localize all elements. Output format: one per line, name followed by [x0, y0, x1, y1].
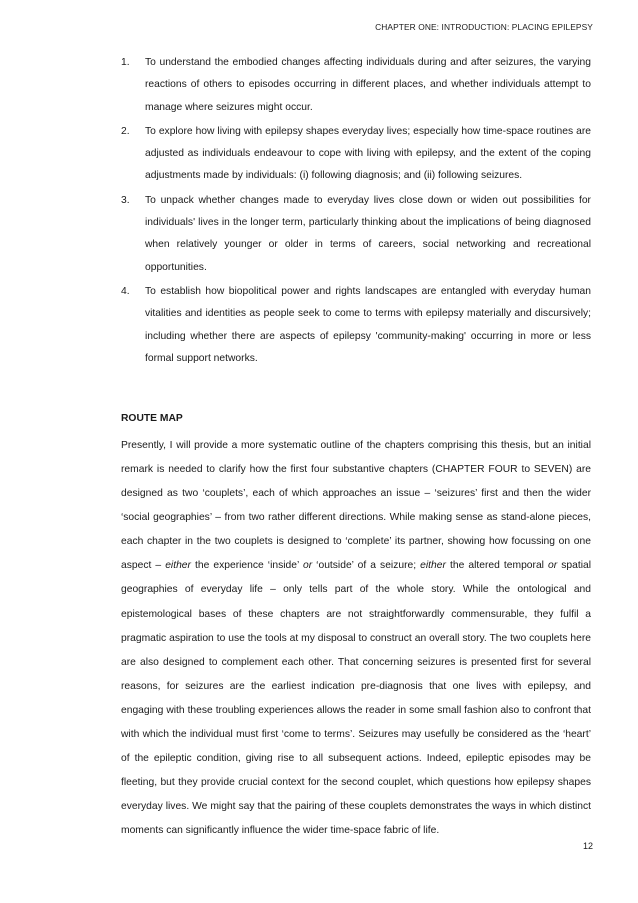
paragraph-text: the experience ‘inside’	[190, 560, 303, 572]
emphasis: or	[302, 560, 313, 572]
page-number: 12	[582, 841, 593, 851]
list-item	[121, 190, 591, 279]
list-item-text: To unpack whether changes made to everyday lives close down or widen out possibilities for individuals' lives in the longer term, particularly thinking about the implications of being diagnosed when relatively younger or older in terms of careers, social networking and recreational opportunities.	[145, 194, 591, 273]
list-item-number: 2.	[121, 125, 130, 137]
paragraph-text: spatial geographies of everyday life – only tells part of the whole story. While the ontological and epistemological bases of these chapters are not straightforwardly commensurable, they fulfil a pragmatic aspiration to use the tools at my disposal to construct an overall story. The two couplets here are also designed to complement each other. That concerning seizures is presented first for several reasons, for seizures are the earliest indication pre-diagnosis that one lives with epilepsy, and engaging with these troubling experiences allows the reader in some small fashion also to confront that with which the individual must first ‘come to terms’. Seizures may usefully be considered as the ‘heart’ of the epileptic condition, giving rise to all subsequent actions. Indeed, epileptic episodes may be fleeting, but they provide crucial context for the second couplet, which questions how epilepsy shapes everyday lives. We might say that the pairing of these couplets demonstrates the ways in which distinct moments can significantly influence the wider time-space fabric of life.	[121, 560, 591, 837]
paragraph-text: Presently, I will provide a more systematic outline of the chapters comprising this thesis, but an initial remark is needed to clarify how the first four substantive chapters (CHAPTER FOUR to SEVEN) are designed as two ‘couplets’, each of which approaches an issue – ‘seizures’ first and then the wider ‘social geographies’ – from two rather different directions. While making sense as stand-alone pieces, each chapter in the two couplets is designed to ‘complete’ its partner, showing how focussing on one aspect –	[121, 440, 591, 572]
list-item-text: To establish how biopolitical power and rights landscapes are entangled with everyday human vitalities and identities as people seek to come to terms with epilepsy materially and discursively; including whether there are aspects of epilepsy 'community-making' occurring in more or less formal support networks.	[145, 285, 591, 364]
list-item-number: 1.	[121, 57, 130, 68]
list-item	[121, 121, 591, 188]
list-item-text: To explore how living with epilepsy shapes everyday lives; especially how time-space routines are adjusted as individuals endeavour to cope with living with epilepsy, and the extent of the coping adjustments made by individuals: (i) following diagnosis; and (ii) following seizures.	[145, 125, 591, 182]
research-objectives-list	[121, 52, 591, 372]
emphasis: or	[548, 560, 558, 572]
list-item	[121, 52, 591, 119]
paragraph-text: ‘outside’ of a seizure;	[312, 560, 421, 572]
paragraph-text: the altered temporal	[445, 560, 549, 572]
emphasis: either	[420, 560, 446, 572]
list-item	[121, 281, 591, 370]
running-header: CHAPTER ONE: INTRODUCTION: PLACING EPILEPSY	[375, 22, 593, 32]
emphasis: either	[165, 560, 191, 572]
section-heading: ROUTE MAP	[121, 413, 183, 424]
body-paragraph	[121, 434, 591, 843]
list-item-number: 4.	[121, 285, 130, 297]
list-item-number: 3.	[121, 194, 130, 206]
list-item-text: To understand the embodied changes affecting individuals during and after seizures, the varying reactions of others to episodes occurring in different places, and whether individuals attempt to manage where seizures might occur.	[145, 57, 591, 113]
